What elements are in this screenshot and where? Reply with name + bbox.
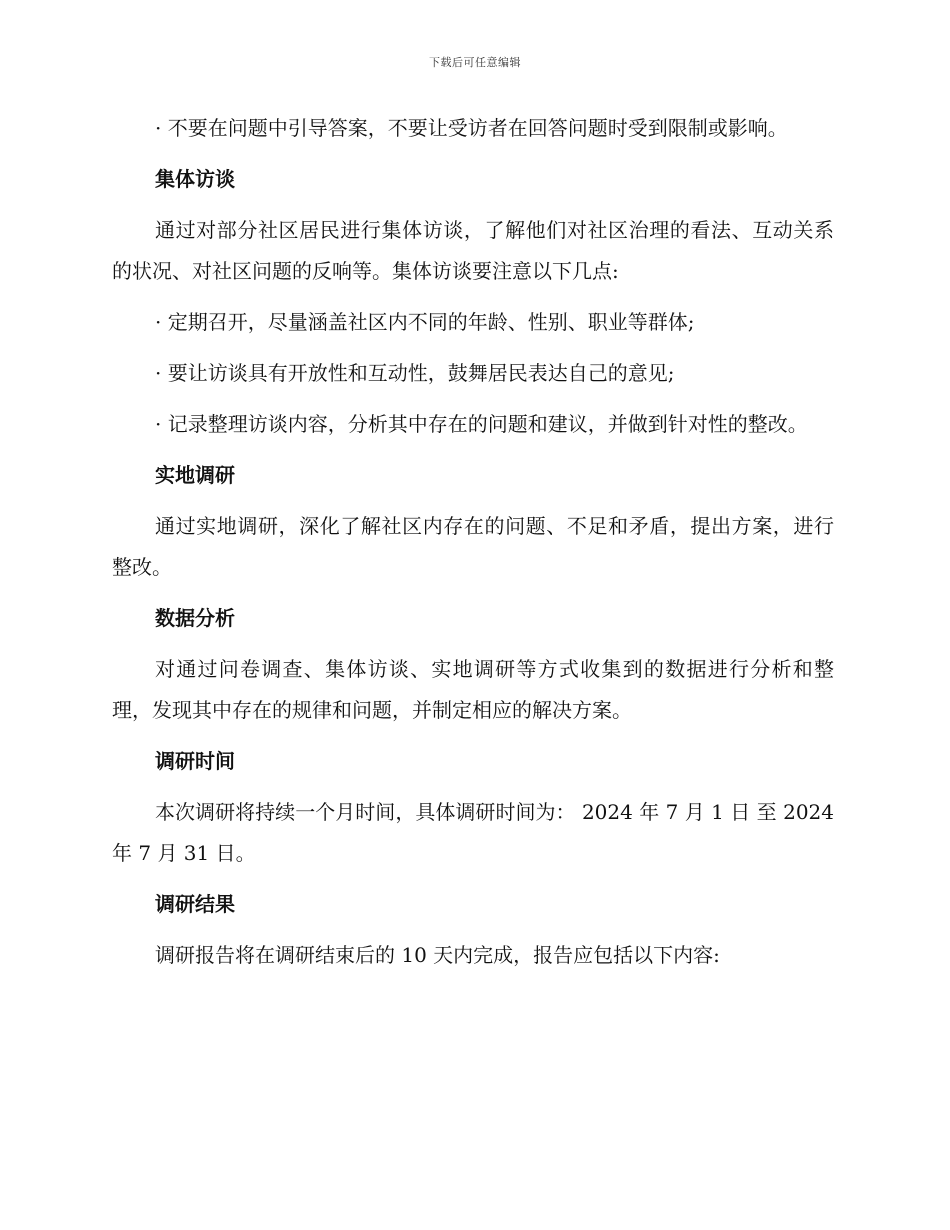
bullet-paragraph: · 记录整理访谈内容，分析其中存在的问题和建议，并做到针对性的整改。 bbox=[155, 412, 808, 436]
body-paragraph: 通过对部分社区居民进行集体访谈，了解他们对社区治理的看法、互动关系的状况、对社区问题的反响等。集体访谈要注意以下几点: bbox=[112, 218, 834, 283]
body-paragraph: 调研报告将在调研结束后的 10 天内完成，报告应包括以下内容: bbox=[155, 943, 720, 967]
section-heading-data-analysis: 数据分析 bbox=[155, 606, 235, 630]
bullet-paragraph: · 定期召开，尽量涵盖社区内不同的年龄、性别、职业等群体; bbox=[155, 310, 695, 334]
section-heading-research-time: 调研时间 bbox=[155, 749, 235, 773]
body-paragraph: 对通过问卷调查、集体访谈、实地调研等方式收集到的数据进行分析和整理，发现其中存在的规律和问题，并制定相应的解决方案。 bbox=[112, 657, 834, 722]
document-body bbox=[112, 108, 834, 986]
bullet-paragraph: · 不要在问题中引导答案，不要让受访者在回答问题时受到限制或影响。 bbox=[155, 116, 788, 140]
section-heading-group-interview: 集体访谈 bbox=[155, 167, 235, 191]
page-header-note: 下载后可任意编辑 bbox=[429, 56, 521, 69]
section-heading-field-research: 实地调研 bbox=[155, 463, 235, 487]
section-heading-research-results: 调研结果 bbox=[155, 892, 235, 916]
body-paragraph: 本次调研将持续一个月时间，具体调研时间为： 2024 年 7 月 1 日 至 2024 年 7 月 31 日。 bbox=[112, 800, 834, 865]
bullet-paragraph: · 要让访谈具有开放性和互动性，鼓舞居民表达自己的意见; bbox=[155, 361, 675, 385]
body-paragraph: 通过实地调研，深化了解社区内存在的问题、不足和矛盾，提出方案，进行整改。 bbox=[112, 514, 834, 579]
